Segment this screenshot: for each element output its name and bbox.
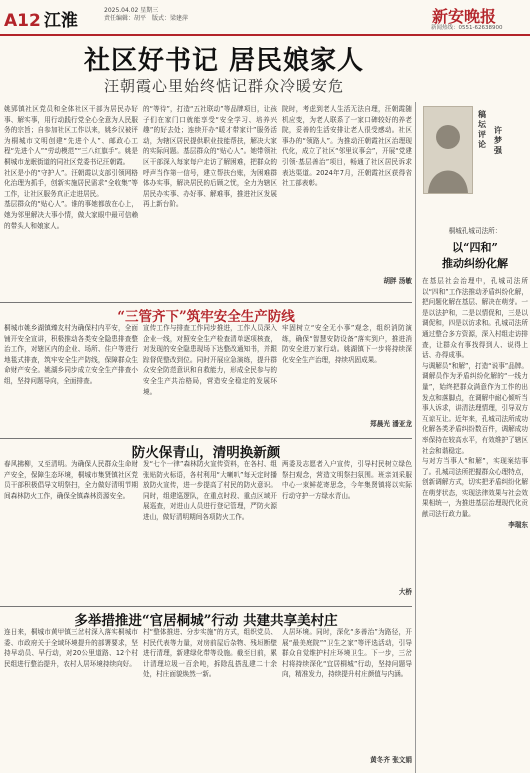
section-1-column-1 [4,323,138,435]
article-paragraph: 姚郢镇社区党员和全体社区干部为居民办好事、解实事，用行动践行党全心全意为人民服务的宗旨；自参加社区工作以来，姚乡汉被评为桐城市文明创建“先进个人”、邮政心工程“先进个人”“劳动模范”“三八红旗手”。姚是桐城市龙眠街道的同社区党委书记汪朝霞。 [4,105,138,166]
commentary-title [420,240,530,272]
section-paragraph: 村“整体推进、分步实施”的方式，组织党员、村民代表等力量，对房前屋后杂物、残垣断壁进行清理，新建绿化带等设施。截至目前，累计清理垃圾一百余吨，拆除乱搭乱建二十余处，村庄面貌焕然一新。 [143,628,277,679]
page-number-text: A12 [4,11,41,31]
page-number [4,6,78,31]
section-3-column-2 [143,627,277,771]
portrait-silhouette-icon [424,107,472,193]
article-byline: 胡胖 汤敏 [383,277,412,285]
section-title-village: 多举措推进“官居桐城”行动 共建共享美村庄 [74,613,338,629]
commentary-title-line: 以“四和” [452,241,498,254]
section-divider [0,438,412,439]
commentary-body [422,276,528,768]
section-2-column-1 [4,459,138,603]
section-paragraph: 桐城市姚乡湖镇臻友村为确保村内平安，全面铺开安全宣讲，积极推动各类安全隐患排查整治工作，对辖区内的企业、场所、住户等进行地毯式排查，筑牢安全生产防线，保障群众生命财产安全。姚湖乡同步成立安全生产排查小组，坚持问题导向，全面排查。 [4,324,138,385]
column-divider [415,102,416,773]
section-paragraph: 连日来，桐城市黄甲镇三岔村深入落实桐城市委、市政府关于全域环境提升的部署要求，坚持早动员、早行动，对20公里道路、12个村民组进行整治提升，农村人居环境持续向好。 [4,628,138,668]
article-column-2 [143,104,277,298]
section-title-safety: “三管齐下”筑牢安全生产防线 [117,309,295,325]
article-paragraph: 的“等待”，打造“五社联动”等品牌项目，让孩子们在家门口就能享受“安全学习、培养兴趣”的好去处；连续开办“暖才带家计”服务活动，为辖区居民提供职业技能帮扶，解决大家的实际问题。基层群众的“贴心人”。她带领社区干部深入每家每户走访了解困难，把群众的呼声当作第一信号，建立帮扶台账，为困难群体办实事，解决居民的后顾之忧，全力为辖区居民办实事、办好事、解难事，推进社区发展再上新台阶。 [143,105,277,209]
section-paragraph: 发“七个一律”森林防火宣传资料，在各村、组张贴防火标语，各村利用“大喇叭”每天定时播放防火宣传，进一步提高了村民的防火意识。同时，组建巡逻队，在重点时段、重点区域开展巡查，对进山人员进行登记管理，严防火源进山，做好清明期间各项防火工作。 [143,460,277,521]
article-column-3 [282,104,412,298]
main-headline: 社区好书记 居民娘家人 [83,46,365,76]
section-name: 江淮 [43,11,78,31]
issue-date: 2025.04.02 星期三 [104,7,159,14]
commentary-paragraph: 与对方当事人“和解”，实现案结事了。孔城司法所把握群众心理特点，创新调解方式，切实把矛盾纠纷化解在萌芽状态，实现法律效果与社会效果相统一，为推进基层治理现代化贡献司法行政力量。 [422,457,528,519]
news-hotline: 新闻热线：0551-62638900 [431,25,503,31]
page-header [0,0,530,36]
commentary-paragraph: 与调解员“和解”，打造“说事”品牌。调解员作为矛盾纠纷化解的“一线力量”，始终把群众满意作为工作的出发点和落脚点，在调解中耐心倾听当事人诉求，讲清法理情理，引导双方互谅互让。近年来，孔城司法所成功化解各类矛盾纠纷数百件，调解成功率保持在较高水平，有效维护了辖区社会和谐稳定。 [422,361,528,455]
commentary-paragraph: 在基层社会治理中，孔城司法所以“四和”工作法推动矛盾纠纷化解，把问题化解在基层、解决在萌芽。一是以法护和，二是以情促和，三是以调促和，四是以访求和。孔城司法所通过整合多方资源，深入村组走访排查，让群众有事找得到人、说得上话、办得成事。 [422,277,528,360]
section-2-column-2 [143,459,277,603]
section-paragraph: 人居环境。同时，深化“多善治”为路径，开展“最美庭院”“卫生之家”等评选活动，引导群众自觉维护村庄环境卫生。下一步，三岔村将持续深化“宜居桐城”行动，坚持问题导向，精准发力，持续提升村庄颜值与内涵。 [282,628,412,679]
section-3-column-3 [282,627,412,771]
section-paragraph: 春风拂柳，又至清明。为确保人民群众生命财产安全，保障生态环境，桐城市集贤镇社区党员干部积极倡导文明祭扫，全力做好清明节期间森林防火工作，确保全镇森林资源安全。 [4,460,138,500]
section-title-fire: 防火保青山，清明换新颜 [131,445,281,461]
section-1-column-3 [282,323,412,435]
section-byline: 郑晨光 潘亚龙 [370,420,412,428]
section-divider [0,302,412,303]
commentary-intro-text: 桐城孔城司法所： [448,227,502,235]
section-paragraph: 牢固树立“安全无小事”观念，组织消防演练，确保“智慧安防设备”落实到户，推进消防安全进万家行动。姚湖镇下一步将持续深化安全生产治理，持续巩固成果。 [282,324,412,364]
section-divider [0,606,412,607]
newspaper-logo: 新安晚报 [432,7,497,26]
section-paragraph: 宣传工作与排查工作同步推进，工作人员深入企业一线，对照安全生产检查清单逐项核查，对发现的安全隐患现场下达整改通知书，并跟踪督促整改到位。同时开展应急演练，提升群众安全防范意识和自救能力，形成全民参与的安全生产共治格局，营造安全稳定的发展环境。 [143,324,277,396]
section-2-column-3 [282,459,412,603]
commentary-intro [422,226,528,240]
section-byline: 大桥 [398,588,412,596]
main-subhead: 汪朝霞心里始终惦记群众冷暖安危 [103,77,344,95]
page-meta [104,7,188,23]
section-1-column-2 [143,323,277,435]
article-paragraph: 基层群众的“贴心人”。谁的事她都放在心上，她为邻里解决大事小情，做大家眼中最可信赖的带头人和娘家人。 [4,200,138,230]
commentary-byline: 李瑞东 [508,520,528,529]
editor-credit: 责任编辑：胡平 版式：梁建萍 [104,15,189,22]
commentary-author: 许梦强 [494,126,502,155]
commentary-title-line: 推动纠纷化解 [442,257,508,270]
article-column-1 [4,104,138,298]
article-paragraph: 院时，考虑到老人生活无法自理，汪朝霞随机应变，为老人联系了一家口碑较好的养老院，妥善的生活安排让老人很受感动。社区事办的“领路人”。为推动汪朝霞社区治理现代化，成立了社区“邻里议事会”，开展“党建引领·基层善治”项目，畅通了社区居民诉求表达渠道。2024年7月，汪朝霞社区获得省社工部表彰。 [282,105,412,188]
article-paragraph: 社区是小的“守护人”。汪朝霞以支部引领网格化治理为抓手，创新实施居民需求“全收集”等工作，让社区服务真正走进居民。 [4,168,138,198]
section-3-column-1 [4,627,138,771]
section-byline: 黄冬齐 张文娟 [370,756,412,764]
section-paragraph: 两委及志愿者入户宣传，引导村民树立绿色祭扫观念，营造文明祭扫氛围。班亲刘采服中心一束鲜花寄思念，今年集贤镇将以实际行动守护一方绿水青山。 [282,460,412,500]
author-portrait [423,106,473,194]
commentary-label: 稿坛评论 [478,110,486,149]
